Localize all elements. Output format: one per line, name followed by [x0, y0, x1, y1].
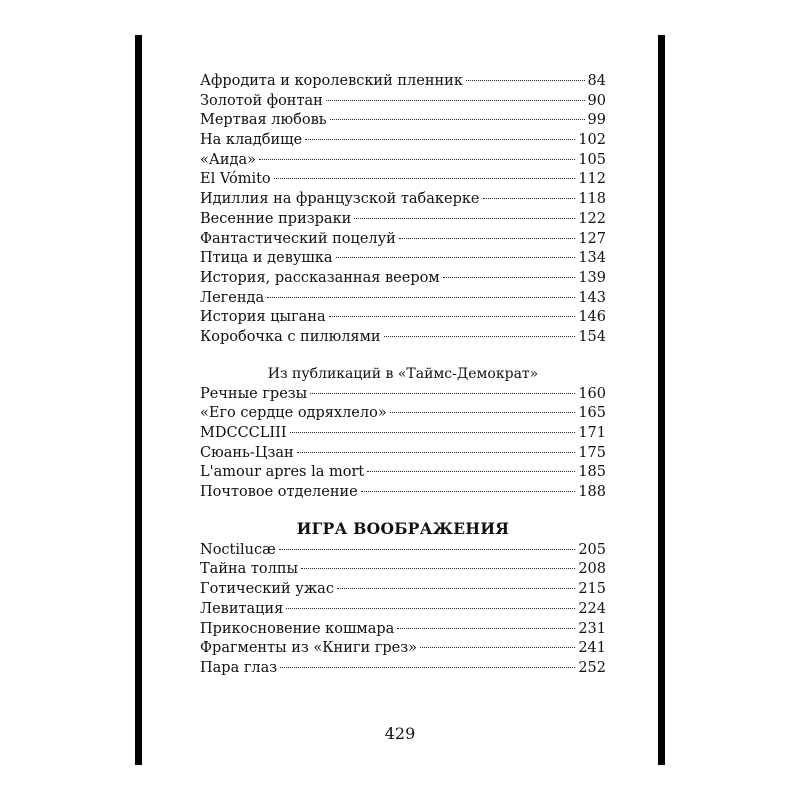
dot-leader — [259, 159, 575, 160]
toc-entry-page: 90 — [587, 92, 606, 109]
toc-list-section — [200, 541, 606, 679]
toc-entry — [200, 170, 606, 190]
dot-leader — [286, 608, 575, 609]
toc-entry — [200, 463, 606, 483]
subsection-heading: Из публикаций в «Таймс-Демократ» — [267, 365, 539, 382]
toc-entry — [200, 483, 606, 503]
toc-entry — [200, 328, 606, 348]
toc-entry-title: Весенние призраки — [200, 210, 352, 227]
dot-leader — [397, 628, 575, 629]
toc-entry — [200, 269, 606, 289]
toc-entry-title: Легенда — [200, 289, 265, 306]
toc-entry-title: Коробочка с пилюлями — [200, 328, 381, 345]
dot-leader — [390, 412, 576, 413]
toc-entry-page: 146 — [578, 309, 606, 326]
toc-entry-page: 143 — [578, 289, 606, 306]
toc-entry-page: 118 — [578, 191, 606, 208]
toc-entry — [200, 289, 606, 309]
toc-entry-page: 188 — [578, 484, 606, 501]
toc-entry-title: Речные грезы — [200, 385, 308, 402]
dot-leader — [336, 257, 576, 258]
toc-entry — [200, 308, 606, 328]
dot-leader — [483, 198, 576, 199]
toc-entry — [200, 659, 606, 679]
section-heading: ИГРА ВООБРАЖЕНИЯ — [296, 518, 510, 538]
toc-entry-title: Прикосновение кошмара — [200, 620, 395, 637]
dot-leader — [399, 238, 575, 239]
dot-leader — [310, 393, 575, 394]
toc-entry-title: Сюань-Цзан — [200, 444, 294, 461]
toc-entry-page: 154 — [578, 328, 606, 345]
toc-entry-page: 215 — [578, 581, 606, 598]
dot-leader — [384, 336, 576, 337]
toc-entry — [200, 385, 606, 405]
dot-leader — [337, 588, 575, 589]
toc-entry-page: 84 — [587, 73, 606, 89]
toc-entry-title: Мертвая любовь — [200, 112, 327, 129]
toc-entry-page: 165 — [578, 405, 606, 422]
toc-entry — [200, 620, 606, 640]
toc-entry-title: «Его сердце одряхлело» — [200, 405, 387, 422]
dot-leader — [274, 178, 576, 179]
book-page — [135, 35, 665, 765]
toc-entry-title: L'amour apres la mort — [200, 464, 365, 481]
toc-entry-title: На кладбище — [200, 132, 303, 149]
toc-entry — [200, 600, 606, 620]
toc-entry — [200, 639, 606, 659]
dot-leader — [367, 471, 575, 472]
toc-entry-page: 99 — [587, 112, 606, 129]
toc-entry-page: 224 — [578, 600, 606, 617]
toc-entry — [200, 560, 606, 580]
toc-entry-page: 208 — [578, 561, 606, 578]
toc-entry — [200, 444, 606, 464]
toc-entry — [200, 72, 606, 92]
toc-entry-title: Пара глаз — [200, 659, 278, 676]
toc-entry — [200, 424, 606, 444]
dot-leader — [305, 139, 575, 140]
toc-entry-page: 241 — [578, 640, 606, 657]
toc-entry — [200, 151, 606, 171]
toc-entry-title: Идиллия на французской табакерке — [200, 191, 480, 208]
toc-entry-title: Фрагменты из «Книги грез» — [200, 640, 417, 657]
dot-leader — [330, 119, 585, 120]
page-number: 429 — [384, 724, 416, 743]
toc-entry-page: 185 — [578, 464, 606, 481]
dot-leader — [466, 80, 585, 81]
toc-entry-title: MDCCCLIII — [200, 425, 287, 441]
dot-leader — [280, 667, 575, 668]
toc-entry — [200, 404, 606, 424]
toc-entry-title: Птица и девушка — [200, 250, 333, 267]
toc-entry-page: 112 — [578, 171, 606, 188]
toc-entry-page: 231 — [578, 620, 606, 637]
dot-leader — [420, 647, 575, 648]
toc-entry-page: 205 — [578, 541, 606, 558]
dot-leader — [290, 432, 576, 433]
dot-leader — [443, 277, 576, 278]
toc-entry — [200, 111, 606, 131]
toc-entry-title: Фантастический поцелуй — [200, 230, 396, 247]
toc-entry-title: Афродита и королевский пленник — [200, 73, 463, 89]
toc-entry — [200, 541, 606, 561]
toc-entry — [200, 92, 606, 112]
toc-entry-title: Левитация — [200, 600, 284, 617]
toc-entry — [200, 580, 606, 600]
toc-entry-title: «Аида» — [200, 151, 256, 168]
toc-entry — [200, 131, 606, 151]
toc-list-part1 — [200, 72, 606, 348]
toc-entry-title: Noctilucæ — [200, 541, 276, 558]
toc-entry — [200, 230, 606, 250]
toc-entry-title: Готический ужас — [200, 581, 334, 598]
dot-leader — [301, 568, 575, 569]
toc-entry-page: 102 — [578, 132, 606, 149]
toc-entry-title: История цыгана — [200, 309, 326, 326]
toc-entry-title: История, рассказанная веером — [200, 269, 440, 286]
dot-leader — [354, 218, 575, 219]
toc-entry-title: Тайна толпы — [200, 561, 299, 578]
toc-entry-page: 122 — [578, 210, 606, 227]
toc-entry-page: 252 — [578, 659, 606, 676]
toc-entry-page: 175 — [578, 444, 606, 461]
toc-entry-page: 127 — [578, 230, 606, 247]
toc-list-subsection — [200, 385, 606, 503]
toc-entry-page: 160 — [578, 385, 606, 402]
dot-leader — [326, 100, 585, 101]
toc-entry-title: El Vómito — [200, 171, 271, 188]
dot-leader — [361, 491, 576, 492]
dot-leader — [329, 316, 576, 317]
dot-leader — [267, 297, 575, 298]
table-of-contents — [200, 72, 606, 679]
toc-entry-page: 105 — [578, 151, 606, 168]
dot-leader — [279, 549, 576, 550]
toc-entry — [200, 249, 606, 269]
toc-entry-page: 134 — [578, 250, 606, 267]
toc-entry — [200, 190, 606, 210]
toc-entry-title: Золотой фонтан — [200, 92, 323, 109]
toc-entry-page: 171 — [578, 425, 606, 441]
toc-entry-title: Почтовое отделение — [200, 484, 358, 501]
toc-entry — [200, 210, 606, 230]
dot-leader — [297, 452, 576, 453]
toc-entry-page: 139 — [578, 269, 606, 286]
